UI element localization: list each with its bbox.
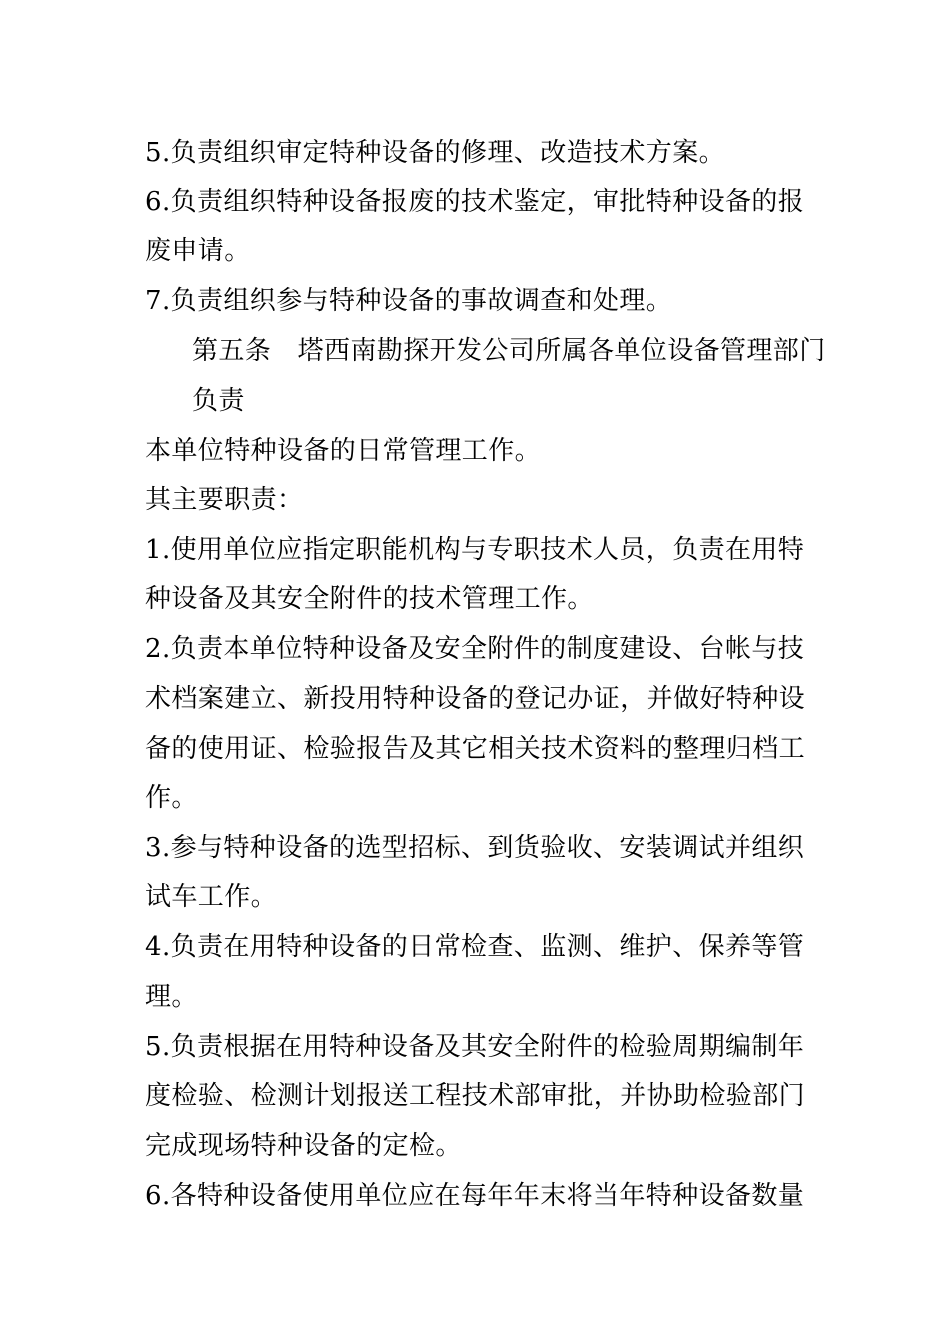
text-line: 负责 (192, 386, 245, 416)
text-line: 6.负责组织特种设备报废的技术鉴定，审批特种设备的报 (145, 187, 805, 217)
text-line: 术档案建立、新投用特种设备的登记办证，并做好特种设 (145, 684, 806, 714)
text-line: 废申请。 (145, 236, 251, 266)
text-line: 度检验、检测计划报送工程技术部审批，并协助检验部门 (145, 1081, 806, 1111)
text-line: 理。 (145, 982, 198, 1012)
text-line: 7.负责组织参与特种设备的事故调查和处理。 (145, 286, 673, 316)
article-heading: 第五条 塔西南勘探开发公司所属各单位设备管理部门 (192, 336, 826, 366)
text-line: 2.负责本单位特种设备及安全附件的制度建设、台帐与技 (145, 634, 805, 664)
text-line: 备的使用证、检验报告及其它相关技术资料的整理归档工 (145, 734, 806, 764)
text-line: 作。 (145, 783, 198, 813)
text-line: 完成现场特种设备的定检。 (145, 1131, 462, 1161)
text-line: 5.负责根据在用特种设备及其安全附件的检验周期编制年 (145, 1032, 805, 1062)
text-line: 6.各特种设备使用单位应在每年年末将当年特种设备数量 (145, 1181, 805, 1211)
text-line: 种设备及其安全附件的技术管理工作。 (145, 584, 594, 614)
text-line: 试车工作。 (145, 882, 278, 912)
text-line: 本单位特种设备的日常管理工作。 (145, 436, 542, 466)
text-line: 其主要职责： (145, 485, 304, 515)
text-line: 5.负责组织审定特种设备的修理、改造技术方案。 (145, 138, 726, 168)
text-line: 4.负责在用特种设备的日常检查、监测、维护、保养等管 (145, 932, 805, 962)
text-line: 3.参与特种设备的选型招标、到货验收、安装调试并组织 (145, 833, 805, 863)
text-line: 1.使用单位应指定职能机构与专职技术人员，负责在用特 (145, 535, 805, 565)
